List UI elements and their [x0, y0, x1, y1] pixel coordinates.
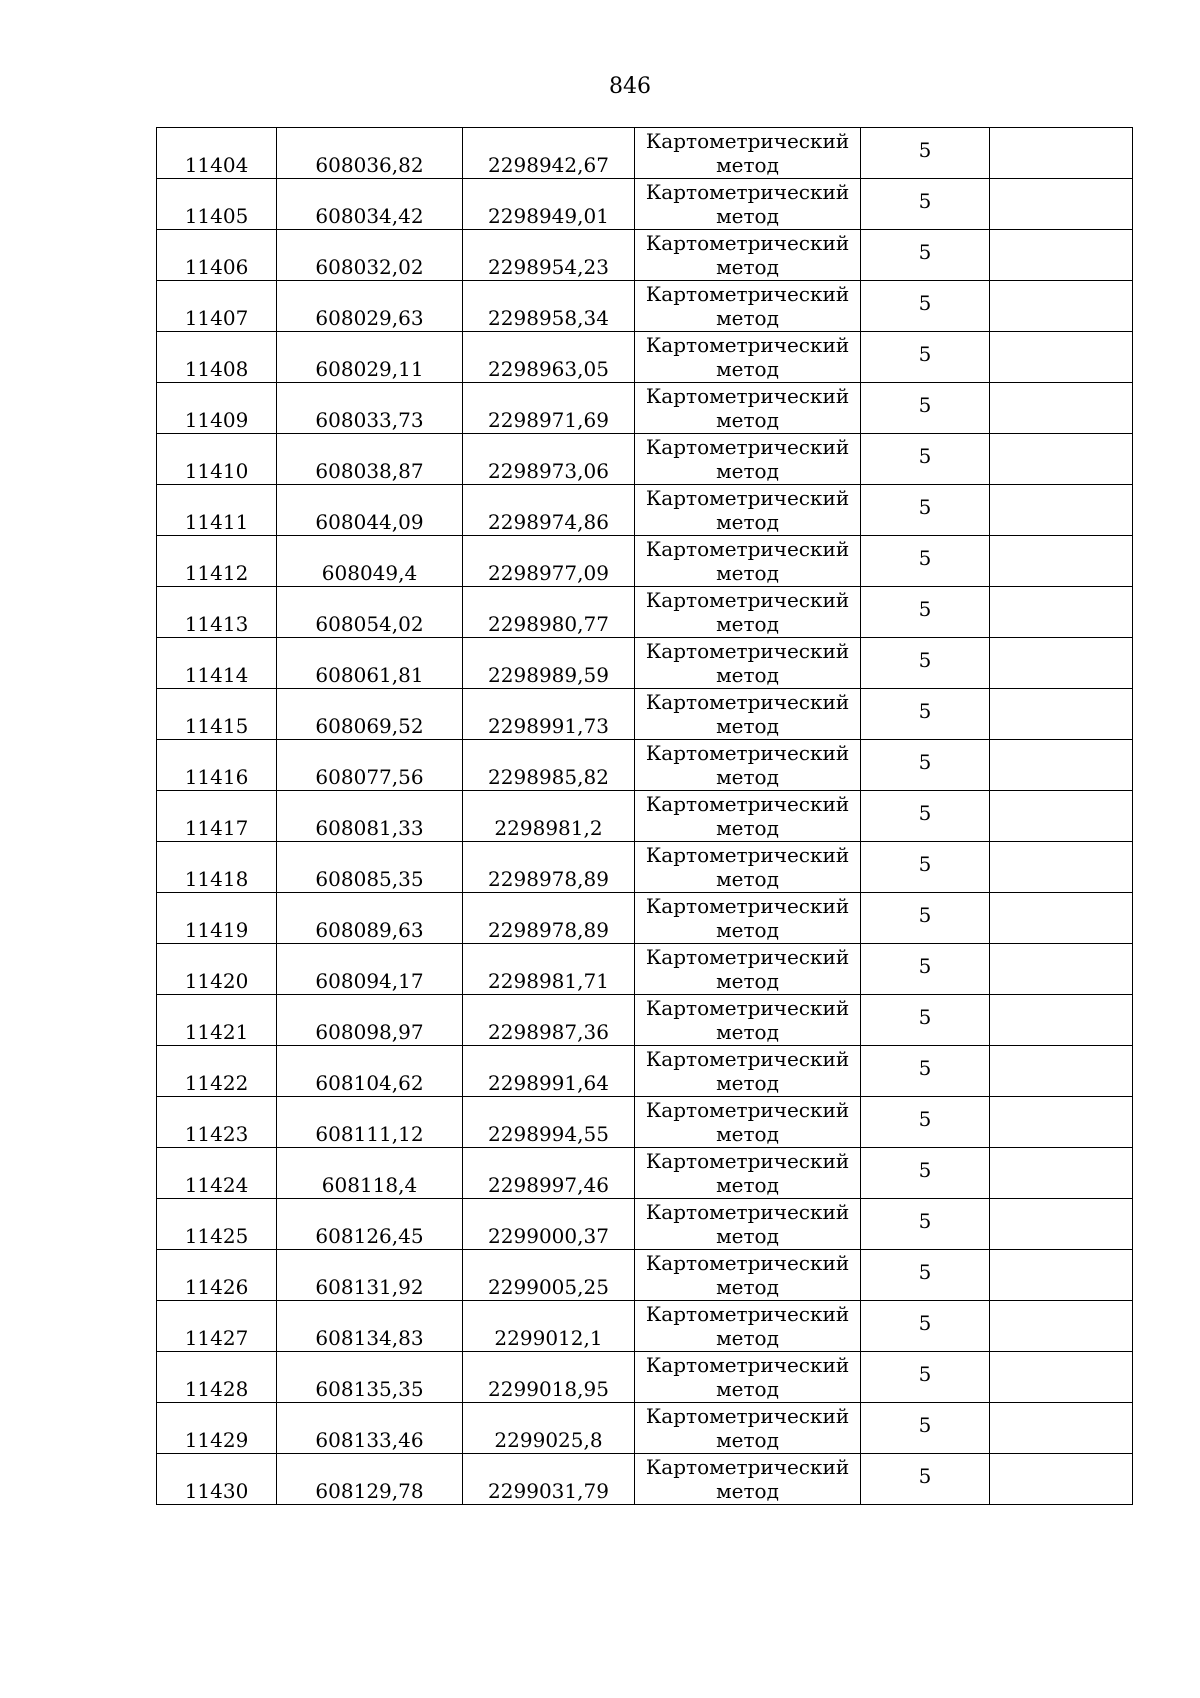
method-line-2: метод	[716, 1071, 779, 1095]
point-id-cell: 11418	[157, 842, 277, 893]
accuracy-cell: 5	[861, 536, 990, 587]
y-coordinate-cell: 2299000,37	[463, 1199, 635, 1250]
table-row	[157, 536, 1133, 587]
x-coordinate-cell: 608081,33	[277, 791, 463, 842]
method-line-2: метод	[716, 918, 779, 942]
method-cell	[635, 230, 861, 281]
y-coordinate-cell: 2298949,01	[463, 179, 635, 230]
x-coordinate-cell: 608044,09	[277, 485, 463, 536]
accuracy-cell: 5	[861, 383, 990, 434]
method-line-1: Картометрический	[645, 588, 850, 612]
note-cell	[990, 1403, 1133, 1454]
method-line-2: метод	[716, 765, 779, 789]
table-row	[157, 485, 1133, 536]
method-line-2: метод	[716, 714, 779, 738]
method-line-2: метод	[716, 969, 779, 993]
y-coordinate-cell: 2298942,67	[463, 128, 635, 179]
note-cell	[990, 842, 1133, 893]
point-id-cell: 11422	[157, 1046, 277, 1097]
method-cell	[635, 1097, 861, 1148]
method-cell	[635, 995, 861, 1046]
method-line-2: метод	[716, 1275, 779, 1299]
point-id-cell: 11426	[157, 1250, 277, 1301]
method-line-2: метод	[716, 1224, 779, 1248]
point-id-cell: 11413	[157, 587, 277, 638]
note-cell	[990, 1148, 1133, 1199]
x-coordinate-cell: 608131,92	[277, 1250, 463, 1301]
method-line-1: Картометрический	[645, 486, 850, 510]
method-cell	[635, 1250, 861, 1301]
table-row	[157, 1148, 1133, 1199]
method-line-1: Картометрический	[645, 1098, 850, 1122]
accuracy-cell: 5	[861, 1301, 990, 1352]
method-line-1: Картометрический	[645, 741, 850, 765]
table-row	[157, 791, 1133, 842]
method-cell	[635, 281, 861, 332]
note-cell	[990, 587, 1133, 638]
table-row	[157, 332, 1133, 383]
method-cell	[635, 842, 861, 893]
method-line-2: метод	[716, 1428, 779, 1452]
x-coordinate-cell: 608038,87	[277, 434, 463, 485]
x-coordinate-cell: 608069,52	[277, 689, 463, 740]
point-id-cell: 11410	[157, 434, 277, 485]
method-line-2: метод	[716, 204, 779, 228]
x-coordinate-cell: 608135,35	[277, 1352, 463, 1403]
accuracy-cell: 5	[861, 740, 990, 791]
point-id-cell: 11415	[157, 689, 277, 740]
point-id-cell: 11417	[157, 791, 277, 842]
point-id-cell: 11412	[157, 536, 277, 587]
method-line-2: метод	[716, 306, 779, 330]
x-coordinate-cell: 608085,35	[277, 842, 463, 893]
point-id-cell: 11423	[157, 1097, 277, 1148]
method-line-1: Картометрический	[645, 180, 850, 204]
note-cell	[990, 791, 1133, 842]
method-line-2: метод	[716, 663, 779, 687]
method-cell	[635, 1199, 861, 1250]
y-coordinate-cell: 2298973,06	[463, 434, 635, 485]
accuracy-cell: 5	[861, 434, 990, 485]
point-id-cell: 11405	[157, 179, 277, 230]
table-row	[157, 995, 1133, 1046]
y-coordinate-cell: 2299005,25	[463, 1250, 635, 1301]
x-coordinate-cell: 608034,42	[277, 179, 463, 230]
table-row	[157, 230, 1133, 281]
note-cell	[990, 1454, 1133, 1505]
note-cell	[990, 944, 1133, 995]
x-coordinate-cell: 608054,02	[277, 587, 463, 638]
y-coordinate-cell: 2299025,8	[463, 1403, 635, 1454]
method-cell	[635, 1454, 861, 1505]
table-row	[157, 944, 1133, 995]
accuracy-cell: 5	[861, 689, 990, 740]
method-cell	[635, 1352, 861, 1403]
note-cell	[990, 740, 1133, 791]
note-cell	[990, 638, 1133, 689]
y-coordinate-cell: 2298978,89	[463, 893, 635, 944]
method-line-2: метод	[716, 459, 779, 483]
point-id-cell: 11424	[157, 1148, 277, 1199]
note-cell	[990, 689, 1133, 740]
note-cell	[990, 281, 1133, 332]
y-coordinate-cell: 2298974,86	[463, 485, 635, 536]
table-row	[157, 383, 1133, 434]
y-coordinate-cell: 2298954,23	[463, 230, 635, 281]
method-line-1: Картометрический	[645, 1404, 850, 1428]
method-cell	[635, 128, 861, 179]
accuracy-cell: 5	[861, 995, 990, 1046]
method-line-2: метод	[716, 561, 779, 585]
y-coordinate-cell: 2298994,55	[463, 1097, 635, 1148]
method-line-1: Картометрический	[645, 945, 850, 969]
accuracy-cell: 5	[861, 1046, 990, 1097]
method-line-2: метод	[716, 612, 779, 636]
y-coordinate-cell: 2298963,05	[463, 332, 635, 383]
x-coordinate-cell: 608061,81	[277, 638, 463, 689]
coordinates-table	[156, 127, 1133, 1505]
method-cell	[635, 893, 861, 944]
point-id-cell: 11420	[157, 944, 277, 995]
method-cell	[635, 536, 861, 587]
method-line-2: метод	[716, 816, 779, 840]
x-coordinate-cell: 608118,4	[277, 1148, 463, 1199]
method-line-2: метод	[716, 1377, 779, 1401]
method-cell	[635, 332, 861, 383]
method-line-2: метод	[716, 1479, 779, 1503]
x-coordinate-cell: 608032,02	[277, 230, 463, 281]
method-line-2: метод	[716, 357, 779, 381]
y-coordinate-cell: 2298978,89	[463, 842, 635, 893]
point-id-cell: 11406	[157, 230, 277, 281]
method-line-2: метод	[716, 867, 779, 891]
method-cell	[635, 944, 861, 995]
y-coordinate-cell: 2298981,71	[463, 944, 635, 995]
note-cell	[990, 1352, 1133, 1403]
x-coordinate-cell: 608089,63	[277, 893, 463, 944]
x-coordinate-cell: 608094,17	[277, 944, 463, 995]
method-line-2: метод	[716, 1326, 779, 1350]
point-id-cell: 11425	[157, 1199, 277, 1250]
point-id-cell: 11416	[157, 740, 277, 791]
x-coordinate-cell: 608129,78	[277, 1454, 463, 1505]
y-coordinate-cell: 2298991,73	[463, 689, 635, 740]
point-id-cell: 11408	[157, 332, 277, 383]
method-line-1: Картометрический	[645, 996, 850, 1020]
method-line-1: Картометрический	[645, 894, 850, 918]
method-cell	[635, 485, 861, 536]
y-coordinate-cell: 2299012,1	[463, 1301, 635, 1352]
table-row	[157, 1454, 1133, 1505]
method-line-1: Картометрический	[645, 639, 850, 663]
accuracy-cell: 5	[861, 587, 990, 638]
y-coordinate-cell: 2299018,95	[463, 1352, 635, 1403]
point-id-cell: 11414	[157, 638, 277, 689]
method-line-2: метод	[716, 1122, 779, 1146]
note-cell	[990, 536, 1133, 587]
table-row	[157, 1046, 1133, 1097]
x-coordinate-cell: 608029,11	[277, 332, 463, 383]
accuracy-cell: 5	[861, 485, 990, 536]
method-cell	[635, 638, 861, 689]
accuracy-cell: 5	[861, 281, 990, 332]
accuracy-cell: 5	[861, 944, 990, 995]
accuracy-cell: 5	[861, 893, 990, 944]
accuracy-cell: 5	[861, 1250, 990, 1301]
method-line-2: метод	[716, 153, 779, 177]
note-cell	[990, 1097, 1133, 1148]
accuracy-cell: 5	[861, 1148, 990, 1199]
x-coordinate-cell: 608049,4	[277, 536, 463, 587]
page-number: 846	[609, 74, 651, 99]
table-row	[157, 587, 1133, 638]
y-coordinate-cell: 2298977,09	[463, 536, 635, 587]
method-line-1: Картометрический	[645, 1047, 850, 1071]
note-cell	[990, 434, 1133, 485]
method-line-1: Картометрический	[645, 1251, 850, 1275]
method-line-1: Картометрический	[645, 384, 850, 408]
accuracy-cell: 5	[861, 128, 990, 179]
y-coordinate-cell: 2298985,82	[463, 740, 635, 791]
method-line-1: Картометрический	[645, 1149, 850, 1173]
note-cell	[990, 230, 1133, 281]
table-row	[157, 842, 1133, 893]
point-id-cell: 11419	[157, 893, 277, 944]
point-id-cell: 11421	[157, 995, 277, 1046]
method-line-1: Картометрический	[645, 231, 850, 255]
note-cell	[990, 179, 1133, 230]
method-cell	[635, 179, 861, 230]
method-line-1: Картометрический	[645, 129, 850, 153]
method-line-1: Картометрический	[645, 537, 850, 561]
method-line-2: метод	[716, 408, 779, 432]
accuracy-cell: 5	[861, 638, 990, 689]
table-row	[157, 1301, 1133, 1352]
accuracy-cell: 5	[861, 1097, 990, 1148]
accuracy-cell: 5	[861, 842, 990, 893]
method-cell	[635, 587, 861, 638]
method-line-1: Картометрический	[645, 333, 850, 357]
point-id-cell: 11407	[157, 281, 277, 332]
method-cell	[635, 1046, 861, 1097]
table-row	[157, 893, 1133, 944]
method-line-1: Картометрический	[645, 690, 850, 714]
method-line-1: Картометрический	[645, 792, 850, 816]
method-cell	[635, 791, 861, 842]
note-cell	[990, 485, 1133, 536]
method-line-1: Картометрический	[645, 1302, 850, 1326]
method-cell	[635, 1403, 861, 1454]
y-coordinate-cell: 2298980,77	[463, 587, 635, 638]
accuracy-cell: 5	[861, 1403, 990, 1454]
note-cell	[990, 1301, 1133, 1352]
x-coordinate-cell: 608098,97	[277, 995, 463, 1046]
table-row	[157, 179, 1133, 230]
point-id-cell: 11404	[157, 128, 277, 179]
method-cell	[635, 740, 861, 791]
y-coordinate-cell: 2299031,79	[463, 1454, 635, 1505]
x-coordinate-cell: 608133,46	[277, 1403, 463, 1454]
point-id-cell: 11411	[157, 485, 277, 536]
table-row	[157, 689, 1133, 740]
method-cell	[635, 383, 861, 434]
method-line-2: метод	[716, 1173, 779, 1197]
x-coordinate-cell: 608033,73	[277, 383, 463, 434]
note-cell	[990, 893, 1133, 944]
y-coordinate-cell: 2298989,59	[463, 638, 635, 689]
accuracy-cell: 5	[861, 1352, 990, 1403]
method-line-2: метод	[716, 255, 779, 279]
point-id-cell: 11429	[157, 1403, 277, 1454]
accuracy-cell: 5	[861, 332, 990, 383]
note-cell	[990, 128, 1133, 179]
x-coordinate-cell: 608134,83	[277, 1301, 463, 1352]
x-coordinate-cell: 608077,56	[277, 740, 463, 791]
x-coordinate-cell: 608126,45	[277, 1199, 463, 1250]
note-cell	[990, 383, 1133, 434]
table-row	[157, 1352, 1133, 1403]
note-cell	[990, 332, 1133, 383]
method-line-2: метод	[716, 1020, 779, 1044]
method-cell	[635, 1148, 861, 1199]
point-id-cell: 11428	[157, 1352, 277, 1403]
table-row	[157, 1403, 1133, 1454]
point-id-cell: 11409	[157, 383, 277, 434]
y-coordinate-cell: 2298981,2	[463, 791, 635, 842]
table-row	[157, 638, 1133, 689]
method-line-1: Картометрический	[645, 843, 850, 867]
table-row	[157, 281, 1133, 332]
table-row	[157, 434, 1133, 485]
note-cell	[990, 1046, 1133, 1097]
y-coordinate-cell: 2298997,46	[463, 1148, 635, 1199]
method-line-1: Картометрический	[645, 1353, 850, 1377]
point-id-cell: 11430	[157, 1454, 277, 1505]
method-cell	[635, 434, 861, 485]
method-line-2: метод	[716, 510, 779, 534]
y-coordinate-cell: 2298971,69	[463, 383, 635, 434]
accuracy-cell: 5	[861, 791, 990, 842]
method-line-1: Картометрический	[645, 1455, 850, 1479]
y-coordinate-cell: 2298991,64	[463, 1046, 635, 1097]
table-row	[157, 1097, 1133, 1148]
method-cell	[635, 689, 861, 740]
accuracy-cell: 5	[861, 230, 990, 281]
table-row	[157, 1250, 1133, 1301]
y-coordinate-cell: 2298958,34	[463, 281, 635, 332]
table-row	[157, 1199, 1133, 1250]
table-row	[157, 740, 1133, 791]
x-coordinate-cell: 608036,82	[277, 128, 463, 179]
method-line-1: Картометрический	[645, 435, 850, 459]
accuracy-cell: 5	[861, 1199, 990, 1250]
x-coordinate-cell: 608104,62	[277, 1046, 463, 1097]
table-row	[157, 128, 1133, 179]
note-cell	[990, 1199, 1133, 1250]
accuracy-cell: 5	[861, 179, 990, 230]
method-line-1: Картометрический	[645, 1200, 850, 1224]
x-coordinate-cell: 608029,63	[277, 281, 463, 332]
table-body	[157, 128, 1133, 1505]
accuracy-cell: 5	[861, 1454, 990, 1505]
y-coordinate-cell: 2298987,36	[463, 995, 635, 1046]
method-cell	[635, 1301, 861, 1352]
point-id-cell: 11427	[157, 1301, 277, 1352]
note-cell	[990, 1250, 1133, 1301]
note-cell	[990, 995, 1133, 1046]
x-coordinate-cell: 608111,12	[277, 1097, 463, 1148]
method-line-1: Картометрический	[645, 282, 850, 306]
